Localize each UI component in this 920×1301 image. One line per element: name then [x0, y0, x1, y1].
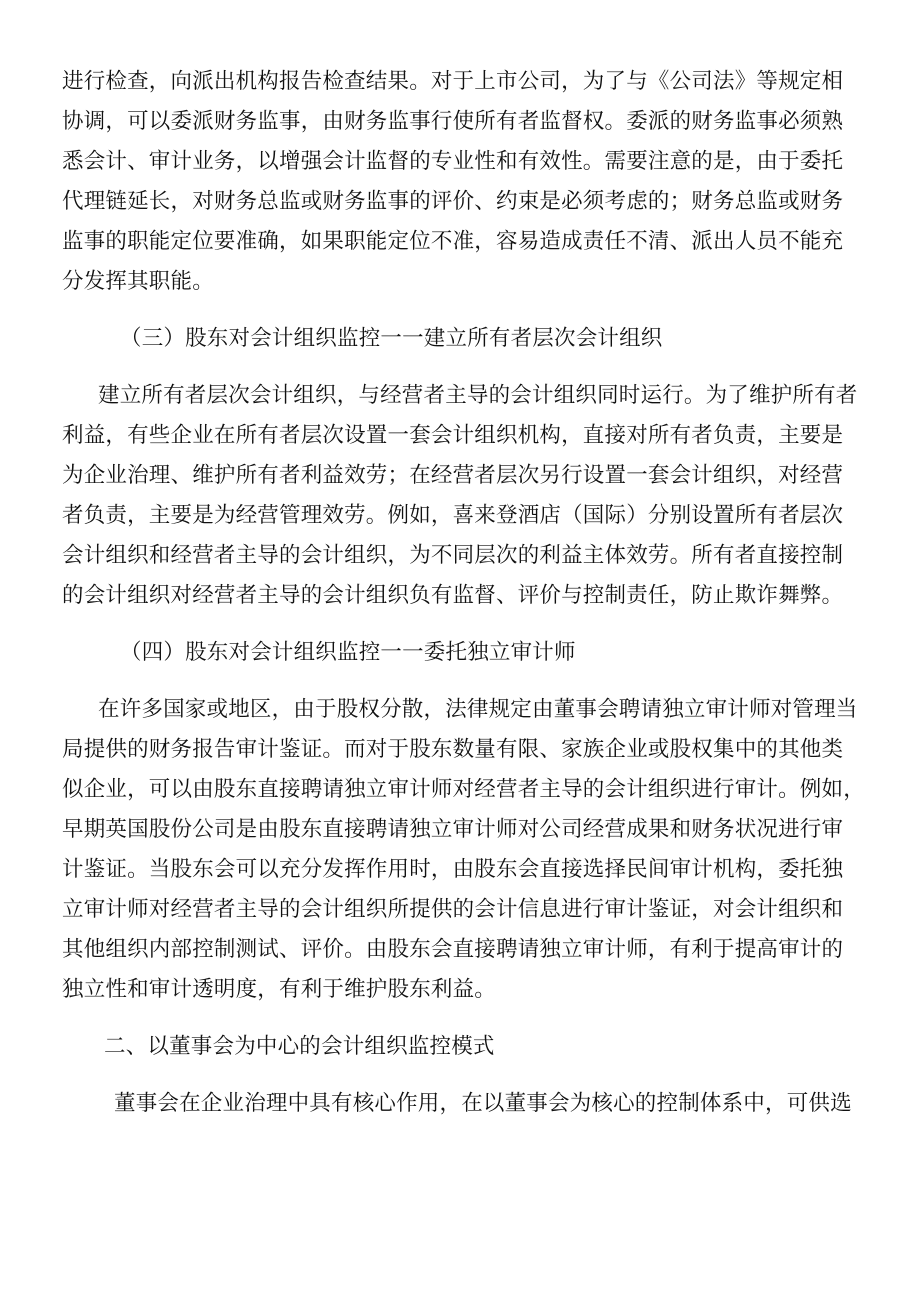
- text-line: 其他组织内部控制测试、评价。由股东会直接聘请独立审计师，有利于提高审计的: [62, 937, 844, 962]
- text-line: 进行检查，向派出机构报告检查结果。对于上市公司，为了与《公司法》等规定相: [62, 69, 844, 94]
- text-line: 为企业治理、维护所有者利益效劳；在经营者层次另行设置一套会计组织，对经营: [62, 463, 844, 488]
- paragraph-1: [62, 62, 862, 302]
- text-line: 独立性和审计透明度，有利于维护股东利益。: [62, 977, 497, 1002]
- text-line: 分发挥其职能。: [62, 269, 214, 294]
- text-line: 悉会计、审计业务，以增强会计监督的专业性和有效性。需要注意的是，由于委托: [62, 149, 844, 174]
- section-heading-4: （四）股东对会计组织监控一一委托独立审计师: [120, 640, 576, 665]
- text-line: 协调，可以委派财务监事，由财务监事行使所有者监督权。委派的财务监事必须熟: [62, 109, 844, 134]
- text-line: 利益，有些企业在所有者层次设置一套会计组织机构，直接对所有者负责，主要是: [62, 423, 844, 448]
- section-heading-2: 二、以董事会为中心的会计组织监控模式: [104, 1034, 495, 1059]
- text-line: 局提供的财务报告审计鉴证。而对于股东数量有限、家族企业或股权集中的其他类: [62, 737, 844, 762]
- paragraph-3: [62, 690, 865, 1010]
- text-line: 董事会在企业治理中具有核心作用，在以董事会为核心的控制体系中，可供选: [114, 1091, 852, 1116]
- paragraph-4: [62, 1084, 862, 1124]
- paragraph-2: [62, 376, 862, 616]
- text-line: 会计组织和经营者主导的会计组织，为不同层次的利益主体效劳。所有者直接控制: [62, 543, 844, 568]
- text-line: 建立所有者层次会计组织，与经营者主导的会计组织同时运行。为了维护所有者: [98, 383, 858, 408]
- text-line: 的会计组织对经营者主导的会计组织负有监督、评价与控制责任，防止欺诈舞弊。: [62, 583, 844, 608]
- document-page: [62, 62, 865, 1124]
- text-line: 者负责，主要是为经营管理效劳。例如，喜来登酒店（国际）分别设置所有者层次: [62, 503, 844, 528]
- section-heading-3: （三）股东对会计组织监控一一建立所有者层次会计组织: [120, 326, 663, 351]
- text-line: 似企业，可以由股东直接聘请独立审计师对经营者主导的会计组织进行审计。例如，: [62, 777, 865, 802]
- text-line: 立审计师对经营者主导的会计组织所提供的会计信息进行审计鉴证，对会计组织和: [62, 897, 844, 922]
- text-line: 监事的职能定位要准确，如果职能定位不准，容易造成责任不清、派出人员不能充: [62, 229, 844, 254]
- text-line: 在许多国家或地区，由于股权分散，法律规定由董事会聘请独立审计师对管理当: [98, 697, 858, 722]
- text-line: 计鉴证。当股东会可以充分发挥作用时，由股东会直接选择民间审计机构，委托独: [62, 857, 844, 882]
- text-line: 早期英国股份公司是由股东直接聘请独立审计师对公司经营成果和财务状况进行审: [62, 817, 844, 842]
- text-line: 代理链延长，对财务总监或财务监事的评价、约束是必须考虑的；财务总监或财务: [62, 189, 844, 214]
